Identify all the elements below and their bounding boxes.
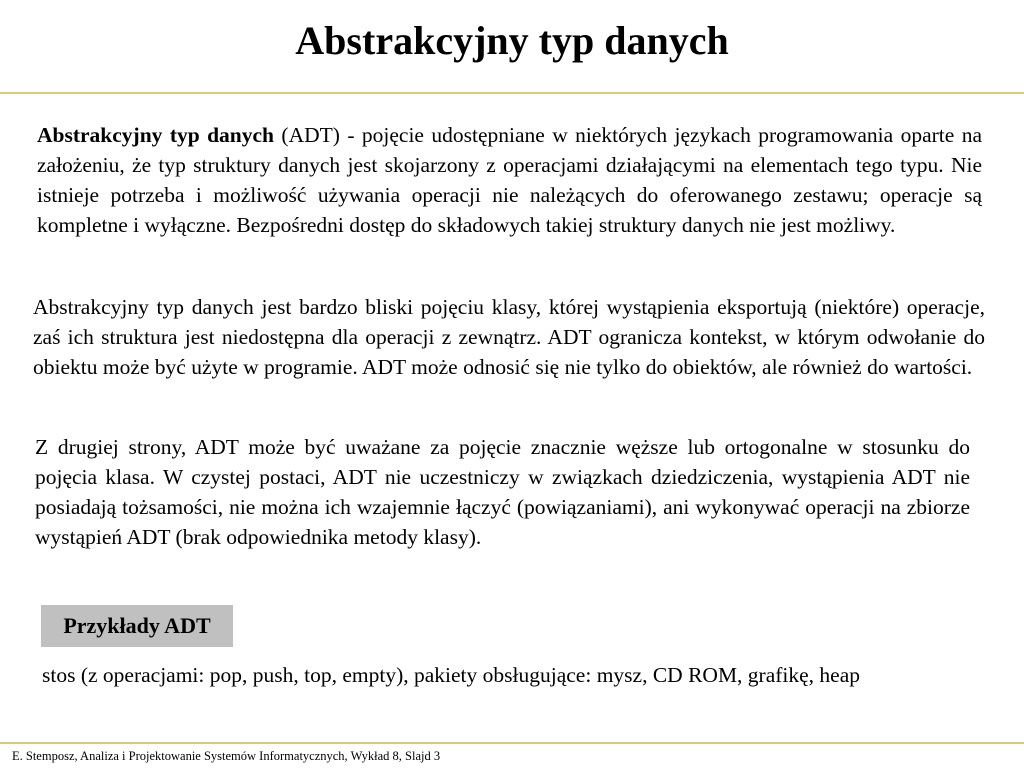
examples-label: Przykłady ADT <box>41 605 233 647</box>
definition-term: Abstrakcyjny typ danych <box>37 123 275 147</box>
definition-abbrev: (ADT) <box>274 123 340 147</box>
slide-footer: E. Stemposz, Analiza i Projektowanie Systemów Informatycznych, Wykład 8, Slajd 3 <box>12 749 441 763</box>
paragraph-orthogonal: Z drugiej strony, ADT może być uważane za pojęcie znacznie węższe lub ortogonalne w stosunku do pojęcia klasa. W czystej postaci, ADT nie uczestniczy w związkach dziedziczenia, wystąpienia ADT nie posiadają tożsamości, nie można ich wzajemnie łączyć (powiązaniami), ani wykonywać operacji na zbiorze wystąpień ADT (brak odpowiednika metody klasy). <box>35 435 970 549</box>
bottom-divider <box>0 742 1024 744</box>
definition-text: - pojęcie udostępniane w niektórych językach programowania oparte na założeniu, że typ struktury danych jest skojarzony z operacjami działającymi na elementach tego typu. Nie istnieje potrzeba i możliwość używania operacji nie należących do oferowanego zestawu; operacje są kompletne i wyłączne. Bezpośredni dostęp do składowych takiej struktury danych nie jest możliwy. <box>37 123 982 237</box>
paragraph-definition <box>37 120 982 240</box>
paragraph-class-relation: Abstrakcyjny typ danych jest bardzo bliski pojęciu klasy, której wystąpienia eksportują (niektóre) operacje, zaś ich struktura jest niedostępna dla operacji z zewnątrz. ADT ogranicza kontekst, w którym odwołanie do obiektu może być użyte w programie. ADT może odnosić się nie tylko do obiektów, ale również do wartości. <box>33 295 985 379</box>
slide-title: Abstrakcyjny typ danych <box>295 18 729 63</box>
top-divider <box>0 92 1024 94</box>
examples-text: stos (z operacjami: pop, push, top, empty), pakiety obsługujące: mysz, CD ROM, grafikę, heap <box>42 663 861 687</box>
